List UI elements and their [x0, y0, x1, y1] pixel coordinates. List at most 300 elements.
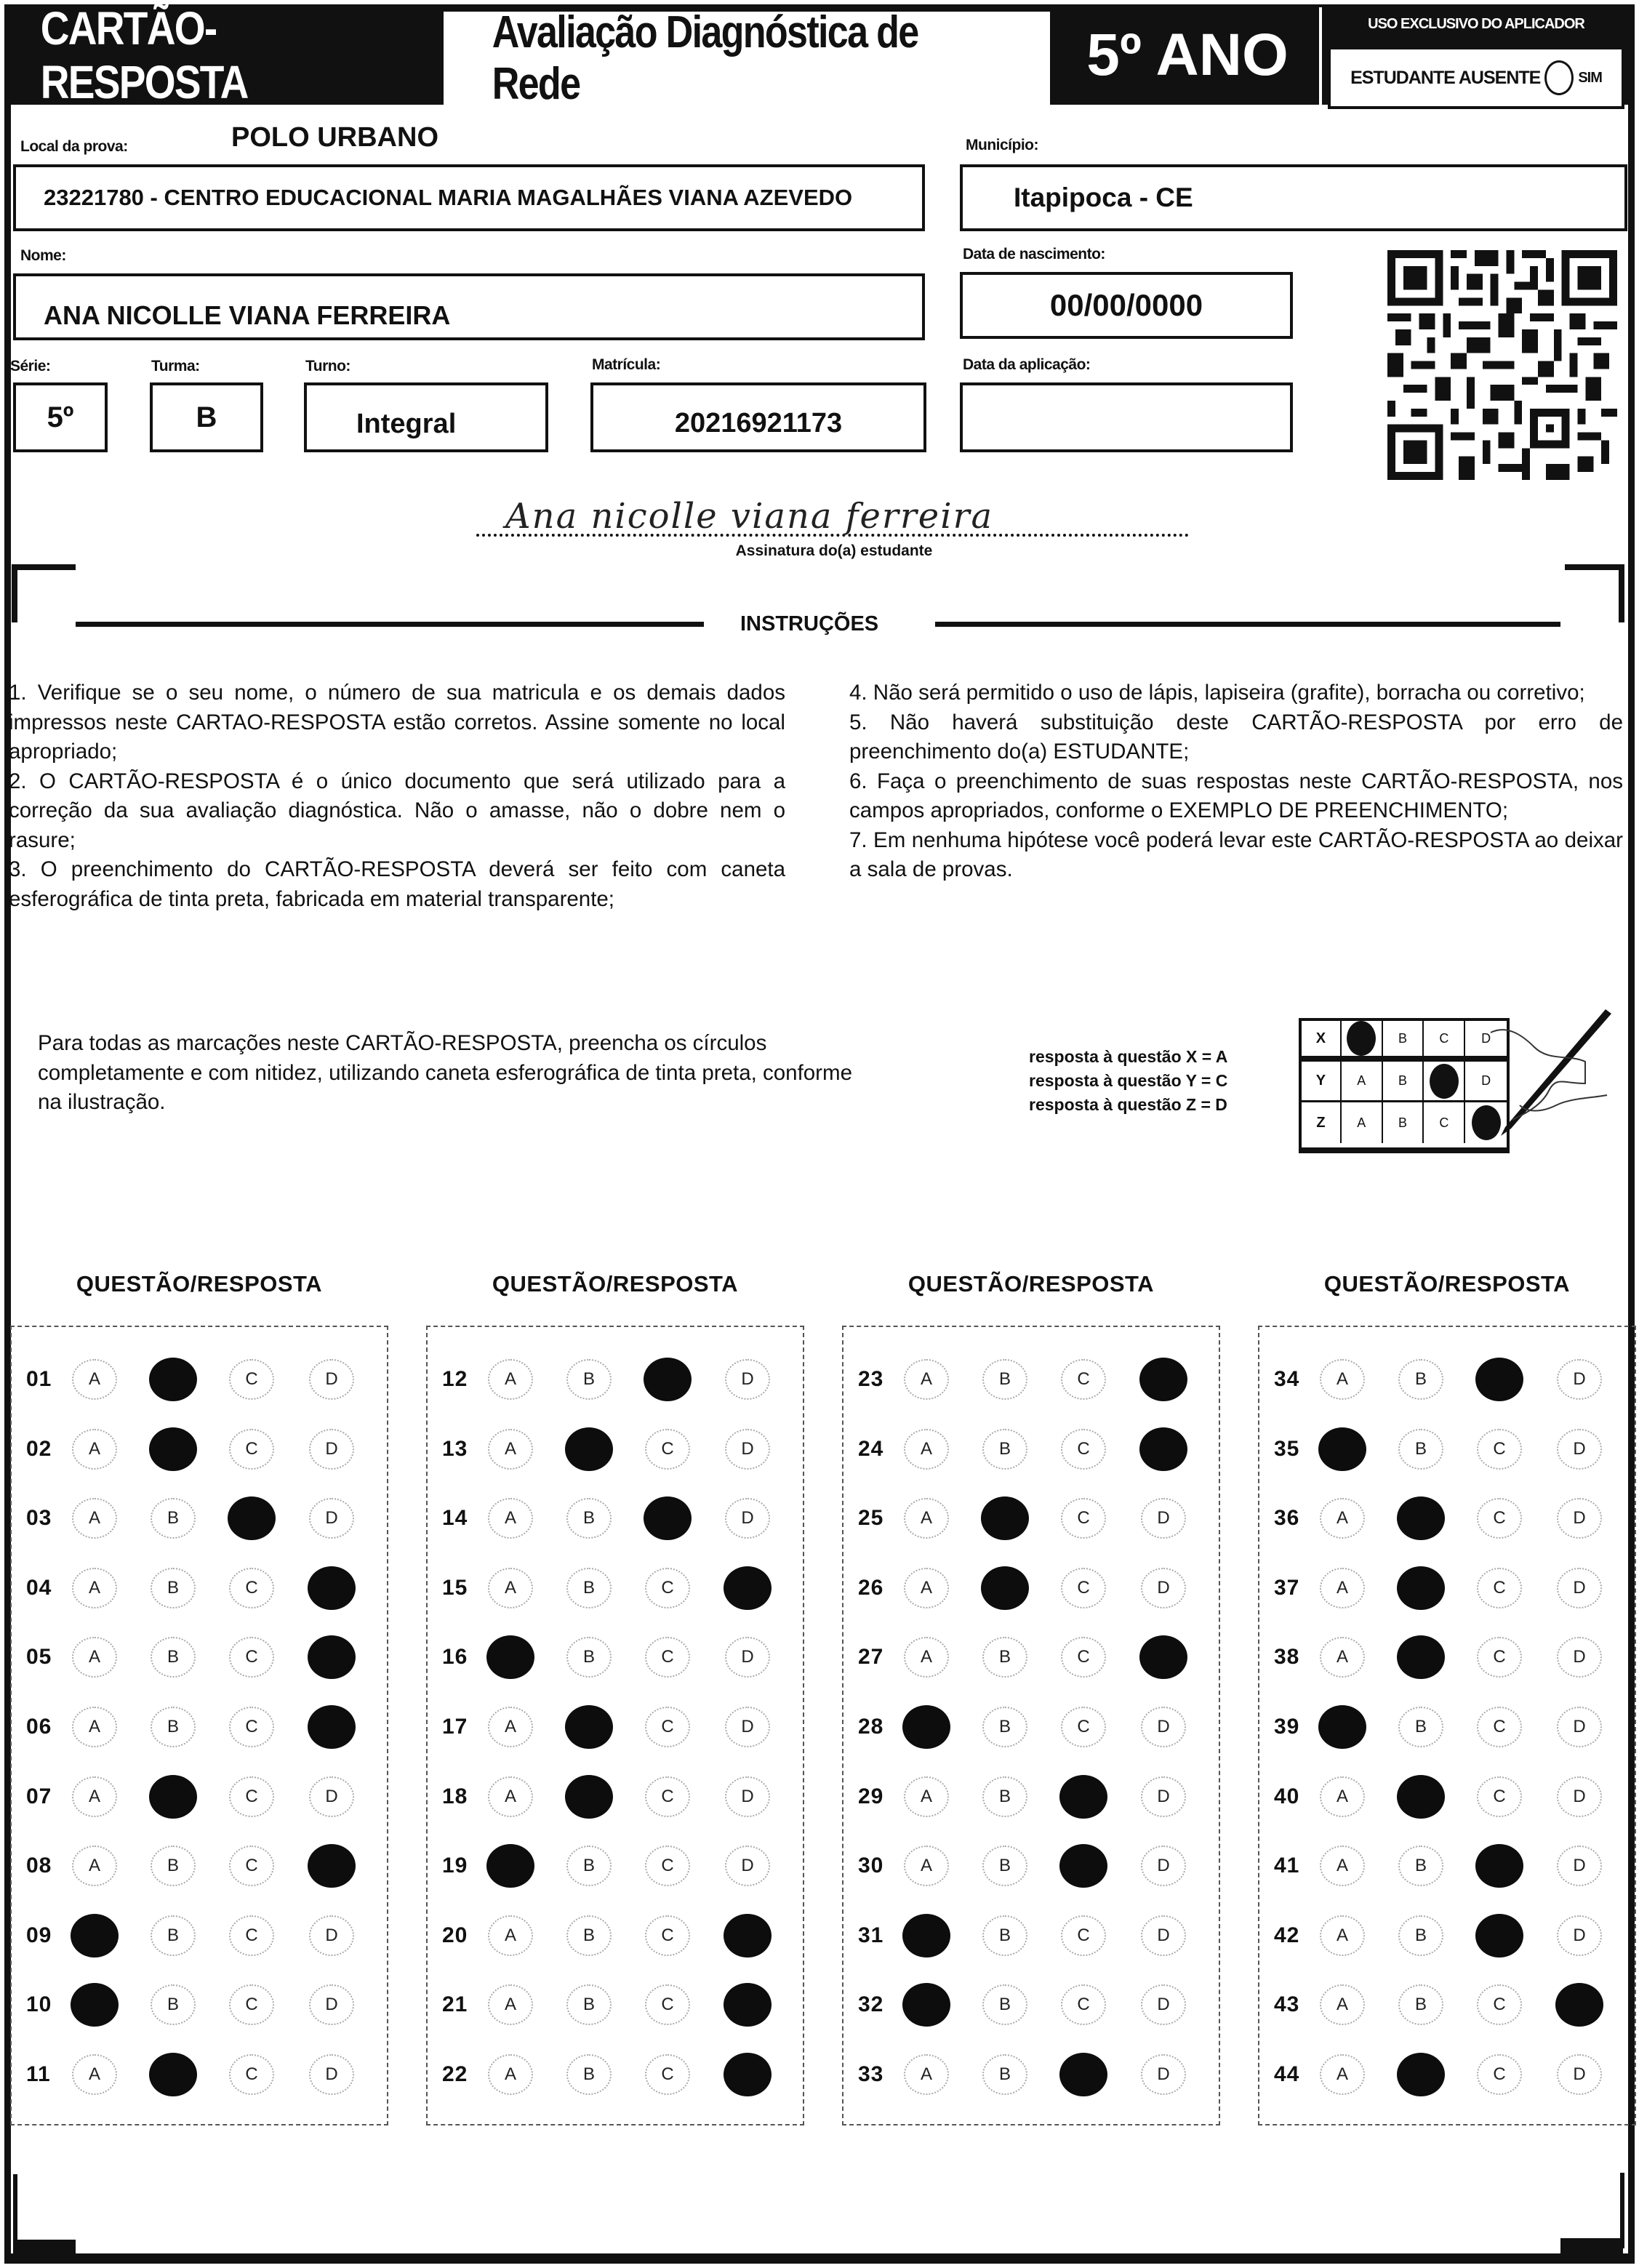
question-number: 03: [26, 1506, 52, 1531]
answer-bubble[interactable]: D: [725, 1359, 770, 1400]
answer-bubble[interactable]: A: [1320, 1776, 1365, 1817]
question-row: [12, 1775, 387, 1819]
answer-bubble-filled[interactable]: [644, 1496, 692, 1540]
answer-bubble-filled[interactable]: [565, 1427, 613, 1471]
question-number: 21: [442, 1992, 468, 2017]
class-value: B: [196, 401, 217, 433]
answer-bubble[interactable]: A: [488, 1498, 533, 1539]
card-title: CARTÃO-RESPOSTA: [40, 2, 248, 108]
answer-bubble-filled[interactable]: [724, 1983, 772, 2027]
question-row: [12, 2053, 387, 2096]
question-row: [843, 1566, 1219, 1610]
question-number: 19: [442, 1854, 468, 1878]
municipality-value: Itapipoca - CE: [1014, 183, 1193, 212]
answer-bubble[interactable]: B: [151, 1984, 196, 2025]
birth-date-value: 00/00/0000: [1049, 288, 1203, 322]
question-row: [428, 1566, 803, 1610]
answer-bubble-filled[interactable]: [228, 1496, 276, 1540]
answer-bubble-filled[interactable]: [1397, 1566, 1445, 1610]
answer-bubble[interactable]: A: [488, 1707, 533, 1747]
fill-example-legend: [1029, 1045, 1227, 1117]
question-number: 24: [858, 1436, 884, 1461]
question-number: 01: [26, 1367, 52, 1391]
answer-bubble[interactable]: C: [1061, 1984, 1106, 2025]
question-row: [843, 1496, 1219, 1540]
grade-badge-text: 5º ANO: [1086, 22, 1289, 88]
answer-bubble[interactable]: C: [1477, 1776, 1522, 1817]
question-number: 02: [26, 1436, 52, 1461]
example-option: C: [1424, 1021, 1465, 1056]
answer-bubble-filled[interactable]: [486, 1635, 534, 1679]
exam-title-banner: [444, 6, 1056, 109]
answer-bubble[interactable]: D: [1557, 1707, 1602, 1747]
legend-item: resposta à questão Y = C: [1029, 1071, 1228, 1090]
answer-bubble[interactable]: B: [566, 1846, 612, 1886]
fill-guide-text: Para todas as marcações neste CARTÃO-RESPOSTA, preencha os círculos completamente e com nitidez, utilizando caneta esferográfica de tinta preta, conforme na ilustração.: [38, 1031, 852, 1114]
answer-bubble[interactable]: D: [725, 1846, 770, 1886]
enrollment-field: [590, 382, 926, 452]
instruction-item: 3. O preenchimento do CARTÃO-RESPOSTA deverá ser feito com caneta esferográfica de tinta preta, fabricada em material transparente;: [9, 857, 785, 911]
answer-bubble-filled[interactable]: [308, 1844, 356, 1888]
answer-bubble-filled[interactable]: [1397, 2053, 1445, 2096]
question-number: 22: [442, 2062, 468, 2086]
question-row: [843, 1775, 1219, 1819]
example-option: D: [1481, 1073, 1491, 1088]
answer-bubble[interactable]: C: [1061, 1707, 1106, 1747]
answer-bubble[interactable]: D: [309, 2054, 354, 2095]
answer-bubble[interactable]: A: [1320, 1498, 1365, 1539]
question-row: [843, 1358, 1219, 1401]
enrollment-value: 20216921173: [674, 407, 843, 438]
question-number: 25: [858, 1506, 884, 1531]
question-row: [428, 1914, 803, 1958]
answer-bubble[interactable]: D: [1557, 1429, 1602, 1470]
answer-bubble[interactable]: D: [725, 1776, 770, 1817]
name-value: ANA NICOLLE VIANA FERREIRA: [44, 300, 451, 330]
question-row: [12, 1635, 387, 1679]
answer-bubble[interactable]: B: [982, 1846, 1027, 1886]
legend-item: resposta à questão Z = D: [1029, 1095, 1227, 1114]
signature-line[interactable]: [476, 486, 1189, 537]
shift-field: [304, 382, 548, 452]
answer-bubble[interactable]: A: [72, 1498, 117, 1539]
answer-bubble-filled[interactable]: [71, 1914, 119, 1958]
answer-bubble[interactable]: B: [151, 1498, 196, 1539]
answer-bubble-filled[interactable]: [1139, 1358, 1187, 1401]
question-number: 15: [442, 1575, 468, 1600]
answer-bubble-filled[interactable]: [565, 1705, 613, 1749]
question-number: 30: [858, 1854, 884, 1878]
answer-bubble[interactable]: B: [1398, 1429, 1443, 1470]
answer-bubble-filled[interactable]: [1555, 1983, 1603, 2027]
answer-bubble[interactable]: A: [1320, 1637, 1365, 1678]
answer-bubble[interactable]: C: [229, 1637, 274, 1678]
answer-bubble[interactable]: C: [229, 1429, 274, 1470]
answer-column: [426, 1326, 804, 2125]
answer-bubble[interactable]: A: [488, 1984, 533, 2025]
answer-bubble[interactable]: C: [645, 1707, 690, 1747]
question-row: [1259, 1914, 1635, 1958]
answer-bubble[interactable]: C: [1061, 1359, 1106, 1400]
answer-bubble-filled[interactable]: [1475, 1844, 1523, 1888]
answer-bubble[interactable]: A: [904, 1359, 949, 1400]
column-title: QUESTÃO/RESPOSTA: [1323, 1271, 1571, 1297]
answer-bubble[interactable]: C: [1477, 1707, 1522, 1747]
answer-bubble-filled[interactable]: [308, 1566, 356, 1610]
answer-bubble-filled[interactable]: [644, 1358, 692, 1401]
question-number: 40: [1274, 1784, 1300, 1808]
answer-bubble[interactable]: B: [566, 1637, 612, 1678]
answer-bubble[interactable]: D: [1141, 1568, 1186, 1608]
answer-bubble[interactable]: C: [1061, 1637, 1106, 1678]
corner-block-bottom-right: [1560, 2238, 1623, 2259]
answer-bubble[interactable]: B: [982, 1707, 1027, 1747]
question-number: 43: [1274, 1992, 1300, 2017]
answer-bubble[interactable]: A: [488, 1359, 533, 1400]
answer-bubble[interactable]: B: [1398, 1915, 1443, 1956]
question-row: [12, 1705, 387, 1749]
question-row: [1259, 1983, 1635, 2027]
answer-bubble[interactable]: D: [309, 1915, 354, 1956]
question-number: 31: [858, 1923, 884, 1947]
legend-item: resposta à questão X = A: [1029, 1047, 1228, 1066]
answer-bubble[interactable]: C: [1477, 1498, 1522, 1539]
answer-column: [842, 1326, 1220, 2125]
answer-bubble[interactable]: C: [229, 2054, 274, 2095]
shift-value: Integral: [356, 408, 457, 439]
answer-bubble[interactable]: D: [1141, 2054, 1186, 2095]
question-row: [428, 1358, 803, 1401]
answer-bubble-filled[interactable]: [1059, 1844, 1107, 1888]
question-number: 12: [442, 1367, 468, 1391]
answer-bubble[interactable]: C: [645, 1915, 690, 1956]
instructions-divider-right: [935, 622, 1560, 627]
answer-bubble-filled[interactable]: [724, 2053, 772, 2096]
example-question-label: Y: [1302, 1062, 1342, 1100]
grade-field: [13, 382, 108, 452]
answer-bubble[interactable]: C: [1061, 1915, 1106, 1956]
answer-bubble[interactable]: B: [1398, 1359, 1443, 1400]
answer-bubble[interactable]: D: [725, 1707, 770, 1747]
question-row: [12, 1358, 387, 1401]
answer-bubble-filled[interactable]: [308, 1705, 356, 1749]
answer-bubble[interactable]: A: [904, 1776, 949, 1817]
municipality-label: Município:: [966, 137, 1038, 153]
answer-bubble[interactable]: A: [1320, 1846, 1365, 1886]
answer-bubble[interactable]: C: [229, 1984, 274, 2025]
answer-bubble[interactable]: D: [1557, 1568, 1602, 1608]
class-label: Turma:: [151, 358, 200, 374]
answer-bubble[interactable]: C: [1477, 2054, 1522, 2095]
corner-mark-bottom-left: [13, 2174, 35, 2248]
answer-bubble-filled[interactable]: [149, 1358, 197, 1401]
answer-bubble[interactable]: B: [1398, 1984, 1443, 2025]
answer-bubble[interactable]: C: [1477, 1637, 1522, 1678]
answer-bubble-filled[interactable]: [1059, 2053, 1107, 2096]
answer-bubble[interactable]: C: [229, 1707, 274, 1747]
answer-bubble-filled[interactable]: [1397, 1635, 1445, 1679]
answer-bubble[interactable]: D: [1557, 1637, 1602, 1678]
answer-bubble[interactable]: A: [1320, 1568, 1365, 1608]
answer-bubble[interactable]: D: [1557, 1359, 1602, 1400]
answer-bubble[interactable]: D: [1557, 1915, 1602, 1956]
answer-bubble[interactable]: C: [645, 1429, 690, 1470]
answer-bubble[interactable]: B: [566, 1915, 612, 1956]
answer-bubble[interactable]: A: [72, 1776, 117, 1817]
answer-bubble[interactable]: A: [72, 2054, 117, 2095]
answer-bubble[interactable]: B: [566, 1984, 612, 2025]
answer-bubble[interactable]: D: [309, 1498, 354, 1539]
example-option: A: [1342, 1102, 1383, 1143]
question-row: [428, 2053, 803, 2096]
answer-bubble[interactable]: C: [229, 1568, 274, 1608]
instruction-item: 7. Em nenhuma hipótese você poderá levar este CARTÃO-RESPOSTA ao deixar a sala de provas.: [849, 828, 1623, 881]
answer-bubble[interactable]: C: [645, 1846, 690, 1886]
answer-bubble[interactable]: D: [309, 1429, 354, 1470]
answer-bubble[interactable]: D: [1557, 2054, 1602, 2095]
answer-bubble-filled[interactable]: [902, 1914, 950, 1958]
question-row: [428, 1844, 803, 1888]
absent-checkbox-bubble[interactable]: [1544, 60, 1574, 95]
answer-bubble[interactable]: A: [904, 1429, 949, 1470]
answer-bubble-filled[interactable]: [486, 1844, 534, 1888]
question-number: 33: [858, 2062, 884, 2086]
answer-bubble[interactable]: A: [488, 1568, 533, 1608]
question-row: [843, 1914, 1219, 1958]
question-number: 23: [858, 1367, 884, 1391]
question-row: [1259, 1496, 1635, 1540]
answer-bubble[interactable]: D: [1141, 1707, 1186, 1747]
answer-bubble[interactable]: C: [645, 1776, 690, 1817]
qr-code-icon: [1387, 250, 1617, 480]
municipality-field: [960, 164, 1627, 231]
answer-bubble[interactable]: A: [1320, 2054, 1365, 2095]
answer-bubble[interactable]: A: [488, 1429, 533, 1470]
answer-bubble[interactable]: C: [1061, 1429, 1106, 1470]
answer-bubble[interactable]: A: [904, 1498, 949, 1539]
answer-bubble[interactable]: B: [151, 1707, 196, 1747]
answer-bubble[interactable]: D: [725, 1429, 770, 1470]
question-number: 32: [858, 1992, 884, 2017]
answer-bubble-filled[interactable]: [981, 1496, 1029, 1540]
question-number: 04: [26, 1575, 52, 1600]
answer-bubble[interactable]: D: [1557, 1498, 1602, 1539]
answer-bubble-filled[interactable]: [1059, 1775, 1107, 1819]
question-number: 35: [1274, 1436, 1300, 1461]
answer-bubble-filled[interactable]: [71, 1983, 119, 2027]
corner-mark-bottom-right: [1600, 2173, 1624, 2248]
example-filled-bubble: [1342, 1021, 1383, 1056]
answer-bubble[interactable]: B: [566, 1498, 612, 1539]
answer-bubble[interactable]: B: [1398, 1846, 1443, 1886]
birth-date-field: [960, 272, 1293, 339]
answer-bubble-filled[interactable]: [1475, 1914, 1523, 1958]
answer-bubble[interactable]: B: [566, 2054, 612, 2095]
instruction-item: 5. Não haverá substituição deste CARTÃO-RESPOSTA por erro de preenchimento do(a) ESTUDANTE;: [849, 710, 1623, 764]
question-number: 11: [26, 2062, 51, 2086]
question-number: 20: [442, 1923, 468, 1947]
answer-bubble-filled[interactable]: [308, 1635, 356, 1679]
question-row: [1259, 1705, 1635, 1749]
question-row: [12, 1427, 387, 1471]
answer-bubble-filled[interactable]: [902, 1983, 950, 2027]
answer-bubble-filled[interactable]: [1397, 1496, 1445, 1540]
answer-bubble[interactable]: D: [725, 1498, 770, 1539]
question-row: [12, 1844, 387, 1888]
answer-bubble[interactable]: A: [488, 1776, 533, 1817]
answer-bubble[interactable]: A: [1320, 1984, 1365, 2025]
answer-bubble[interactable]: C: [229, 1359, 274, 1400]
answer-bubble[interactable]: A: [488, 1915, 533, 1956]
question-number: 26: [858, 1575, 884, 1600]
answer-bubble-filled[interactable]: [1318, 1705, 1366, 1749]
question-row: [428, 1427, 803, 1471]
answer-bubble[interactable]: A: [904, 1568, 949, 1608]
answer-bubble[interactable]: C: [645, 1568, 690, 1608]
answer-bubble[interactable]: B: [982, 1359, 1027, 1400]
applicator-only-label: USO EXCLUSIVO DO APLICADOR: [1368, 16, 1584, 32]
answer-bubble[interactable]: A: [904, 1846, 949, 1886]
answer-bubble[interactable]: B: [151, 1846, 196, 1886]
answer-bubble[interactable]: C: [1061, 1568, 1106, 1608]
answer-bubble[interactable]: D: [1557, 1846, 1602, 1886]
grade-badge: [1056, 6, 1319, 105]
question-row: [12, 1566, 387, 1610]
question-number: 16: [442, 1645, 468, 1670]
answer-bubble-filled[interactable]: [149, 1427, 197, 1471]
question-row: [1259, 1775, 1635, 1819]
answer-bubble[interactable]: B: [151, 1568, 196, 1608]
question-row: [1259, 1427, 1635, 1471]
answer-bubble[interactable]: C: [1477, 1429, 1522, 1470]
answer-bubble[interactable]: D: [725, 1637, 770, 1678]
corner-block-bottom-left: [13, 2240, 76, 2259]
answer-bubble[interactable]: B: [151, 1637, 196, 1678]
answer-bubble[interactable]: D: [309, 1359, 354, 1400]
instruction-item: 6. Faça o preenchimento de suas respostas neste CARTÃO-RESPOSTA, nos campos apropriados, conforme o EXEMPLO DE PREENCHIMENTO;: [849, 769, 1623, 822]
question-number: 13: [442, 1436, 468, 1461]
grade-label: Série:: [10, 358, 51, 374]
answer-bubble[interactable]: B: [1398, 1707, 1443, 1747]
answer-bubble[interactable]: D: [1141, 1776, 1186, 1817]
answer-bubble[interactable]: A: [72, 1429, 117, 1470]
answer-bubble[interactable]: D: [1141, 1498, 1186, 1539]
answer-bubble[interactable]: C: [645, 2054, 690, 2095]
answer-bubble[interactable]: B: [982, 2054, 1027, 2095]
answer-bubble[interactable]: A: [904, 1637, 949, 1678]
answer-bubble[interactable]: B: [982, 1984, 1027, 2025]
answer-bubble[interactable]: D: [1141, 1846, 1186, 1886]
question-number: 39: [1274, 1715, 1300, 1739]
answer-bubble[interactable]: C: [229, 1776, 274, 1817]
answer-column: [10, 1326, 388, 2125]
name-label: Nome:: [20, 247, 66, 264]
question-number: 09: [26, 1923, 52, 1947]
question-row: [1259, 1358, 1635, 1401]
answer-bubble-filled[interactable]: [724, 1566, 772, 1610]
answer-bubble[interactable]: C: [1477, 1984, 1522, 2025]
answer-bubble[interactable]: D: [1557, 1776, 1602, 1817]
birth-date-label: Data de nascimento:: [963, 246, 1105, 263]
school-field: [13, 164, 925, 231]
answer-bubble[interactable]: A: [72, 1637, 117, 1678]
answer-bubble[interactable]: A: [1320, 1915, 1365, 1956]
answer-bubble-filled[interactable]: [902, 1705, 950, 1749]
answer-bubble-filled[interactable]: [1318, 1427, 1366, 1471]
question-number: 44: [1274, 2062, 1300, 2086]
answer-bubble[interactable]: B: [566, 1568, 612, 1608]
example-option: B: [1383, 1062, 1424, 1100]
corner-mark-top-left: [12, 564, 76, 622]
question-number: 42: [1274, 1923, 1300, 1947]
answer-bubble[interactable]: B: [982, 1915, 1027, 1956]
application-date-field: [960, 382, 1293, 452]
answer-bubble[interactable]: A: [488, 2054, 533, 2095]
answer-bubble[interactable]: A: [72, 1359, 117, 1400]
question-number: 08: [26, 1854, 52, 1878]
answer-bubble-filled[interactable]: [1139, 1635, 1187, 1679]
answer-bubble-filled[interactable]: [565, 1775, 613, 1819]
answer-bubble[interactable]: D: [1141, 1984, 1186, 2025]
question-number: 07: [26, 1784, 52, 1808]
question-row: [12, 1496, 387, 1540]
answer-bubble-filled[interactable]: [724, 1914, 772, 1958]
answer-bubble[interactable]: C: [645, 1637, 690, 1678]
instructions-right-column: [849, 678, 1623, 885]
answer-bubble[interactable]: B: [982, 1776, 1027, 1817]
answer-bubble[interactable]: A: [1320, 1359, 1365, 1400]
question-row: [1259, 1566, 1635, 1610]
question-row: [1259, 1844, 1635, 1888]
column-title: QUESTÃO/RESPOSTA: [907, 1271, 1155, 1297]
answer-bubble[interactable]: D: [1141, 1915, 1186, 1956]
answer-bubble[interactable]: C: [229, 1915, 274, 1956]
answer-bubble[interactable]: A: [72, 1707, 117, 1747]
answer-bubble[interactable]: B: [566, 1359, 612, 1400]
answer-bubble[interactable]: D: [309, 1776, 354, 1817]
answer-bubble-filled[interactable]: [149, 2053, 197, 2096]
answer-bubble-filled[interactable]: [149, 1775, 197, 1819]
example-option: C: [1424, 1102, 1465, 1143]
answer-bubble[interactable]: B: [151, 1915, 196, 1956]
example-option: B: [1383, 1102, 1424, 1143]
answer-bubble-filled[interactable]: [1397, 1775, 1445, 1819]
answer-bubble[interactable]: C: [229, 1846, 274, 1886]
answer-bubble[interactable]: B: [982, 1637, 1027, 1678]
application-date-label: Data da aplicação:: [963, 356, 1091, 373]
answer-bubble[interactable]: A: [72, 1846, 117, 1886]
pen-in-hand-icon: [1476, 1003, 1614, 1149]
answer-bubble-filled[interactable]: [981, 1566, 1029, 1610]
answer-bubble-filled[interactable]: [1139, 1427, 1187, 1471]
instruction-item: 4. Não será permitido o uso de lápis, lapiseira (grafite), borracha ou corretivo;: [849, 681, 1585, 705]
answer-bubble[interactable]: C: [1477, 1568, 1522, 1608]
question-row: [428, 1635, 803, 1679]
answer-bubble[interactable]: C: [1061, 1498, 1106, 1539]
corner-mark-top-right: [1565, 564, 1624, 622]
question-row: [428, 1496, 803, 1540]
answer-bubble[interactable]: C: [645, 1984, 690, 2025]
answer-bubble[interactable]: A: [904, 2054, 949, 2095]
question-row: [428, 1983, 803, 2027]
answer-bubble[interactable]: D: [309, 1984, 354, 2025]
question-row: [12, 1914, 387, 1958]
answer-bubble-filled[interactable]: [1475, 1358, 1523, 1401]
answer-bubble[interactable]: A: [72, 1568, 117, 1608]
instruction-item: 2. O CARTÃO-RESPOSTA é o único documento que será utilizado para a correção da sua avaliação diagnóstica. Não o amasse, não o dobre nem o rasure;: [9, 769, 785, 852]
answer-bubble[interactable]: B: [982, 1429, 1027, 1470]
column-title: QUESTÃO/RESPOSTA: [76, 1271, 323, 1297]
